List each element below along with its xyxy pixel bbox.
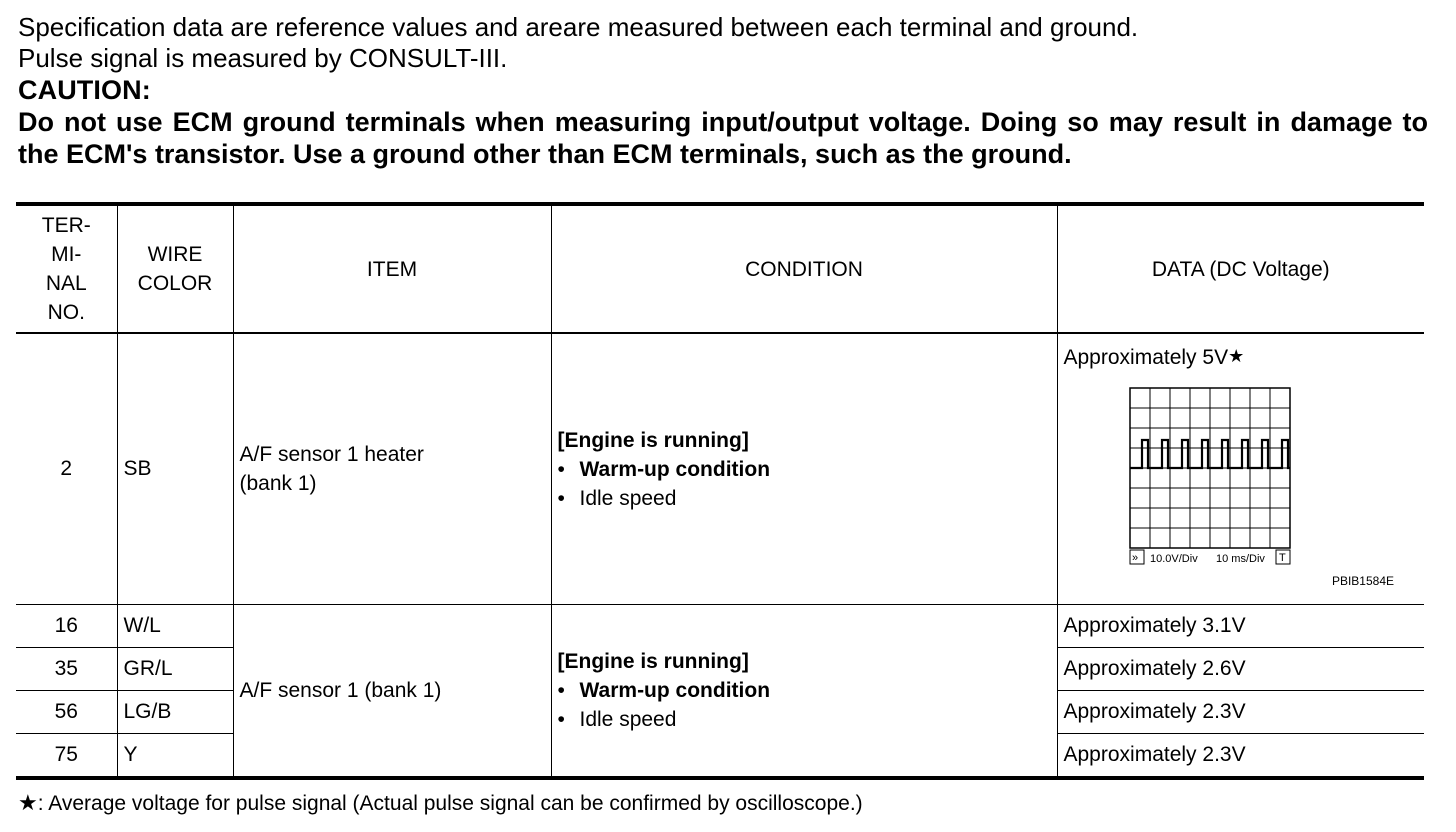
intro-line-1: Specification data are reference values and areare measured between each terminal and ground. [18, 12, 1139, 42]
terminal-cell: 75 [16, 734, 117, 779]
scope-voltage-scale: 10.0V/Div [1149, 553, 1198, 565]
terminal-cell: 2 [16, 333, 117, 605]
intro-line-2: Pulse signal is measured by CONSULT-III. [18, 43, 508, 73]
data-cell: Approximately 2.3V [1057, 691, 1424, 734]
header-condition: CONDITION [551, 204, 1057, 333]
scope-right-marker: T [1278, 552, 1286, 564]
terminal-cell: 35 [16, 648, 117, 691]
caution-text: Do not use ECM ground terminals when measuring input/output voltage. Doing so may result in damage to the ECM's transistor. Use a ground other than ECM terminals, such as the ground. [18, 107, 1428, 169]
item-cell: A/F sensor 1 (bank 1) [233, 605, 551, 779]
scope-time-scale: 10 ms/Div [1215, 553, 1265, 565]
data-cell [1057, 333, 1424, 605]
condition-header: [Engine is running] [557, 428, 749, 452]
terminal-cell: 16 [16, 605, 117, 648]
condition-bullet: • Warm-up condition [558, 676, 1051, 705]
wire-color-cell: GR/L [117, 648, 233, 691]
ecm-terminal-table [16, 202, 1424, 780]
wire-color-cell: W/L [117, 605, 233, 648]
scope-left-marker: » [1131, 552, 1138, 564]
condition-bullet: • Idle speed [558, 705, 1051, 734]
data-value: Approximately 5V [1063, 346, 1229, 369]
table-header-row [16, 204, 1424, 333]
item-cell: A/F sensor 1 heater (bank 1) [233, 333, 551, 605]
header-wire-color: WIRE COLOR [117, 204, 233, 333]
condition-header: [Engine is running] [557, 650, 749, 673]
condition-cell [551, 333, 1057, 605]
caution-label: CAUTION: [18, 75, 151, 105]
terminal-cell: 56 [16, 691, 117, 734]
star-icon: ★ [18, 790, 38, 815]
figure-id: PBIB1584E [1331, 574, 1394, 588]
data-cell: Approximately 3.1V [1057, 605, 1424, 648]
data-cell: Approximately 2.3V [1057, 734, 1424, 779]
footnote-text: : Average voltage for pulse signal (Actual pulse signal can be confirmed by oscilloscope.) [37, 792, 863, 815]
header-data: DATA (DC Voltage) [1057, 204, 1424, 333]
header-terminal-no: TER- MI- NAL NO. [16, 204, 117, 333]
condition-cell [551, 605, 1057, 779]
condition-bullet: • Idle speed [558, 484, 1051, 513]
wire-color-cell: SB [117, 333, 233, 605]
footnote [18, 790, 863, 816]
condition-bullet: • Warm-up condition [558, 455, 1051, 484]
table-row [16, 605, 1424, 648]
data-cell: Approximately 2.6V [1057, 648, 1424, 691]
oscilloscope-waveform [1114, 384, 1294, 570]
star-icon: ★ [1228, 346, 1245, 366]
intro-section [18, 12, 1438, 170]
wire-color-cell: LG/B [117, 691, 233, 734]
header-item: ITEM [233, 204, 551, 333]
table-row [16, 333, 1424, 605]
wire-color-cell: Y [117, 734, 233, 779]
